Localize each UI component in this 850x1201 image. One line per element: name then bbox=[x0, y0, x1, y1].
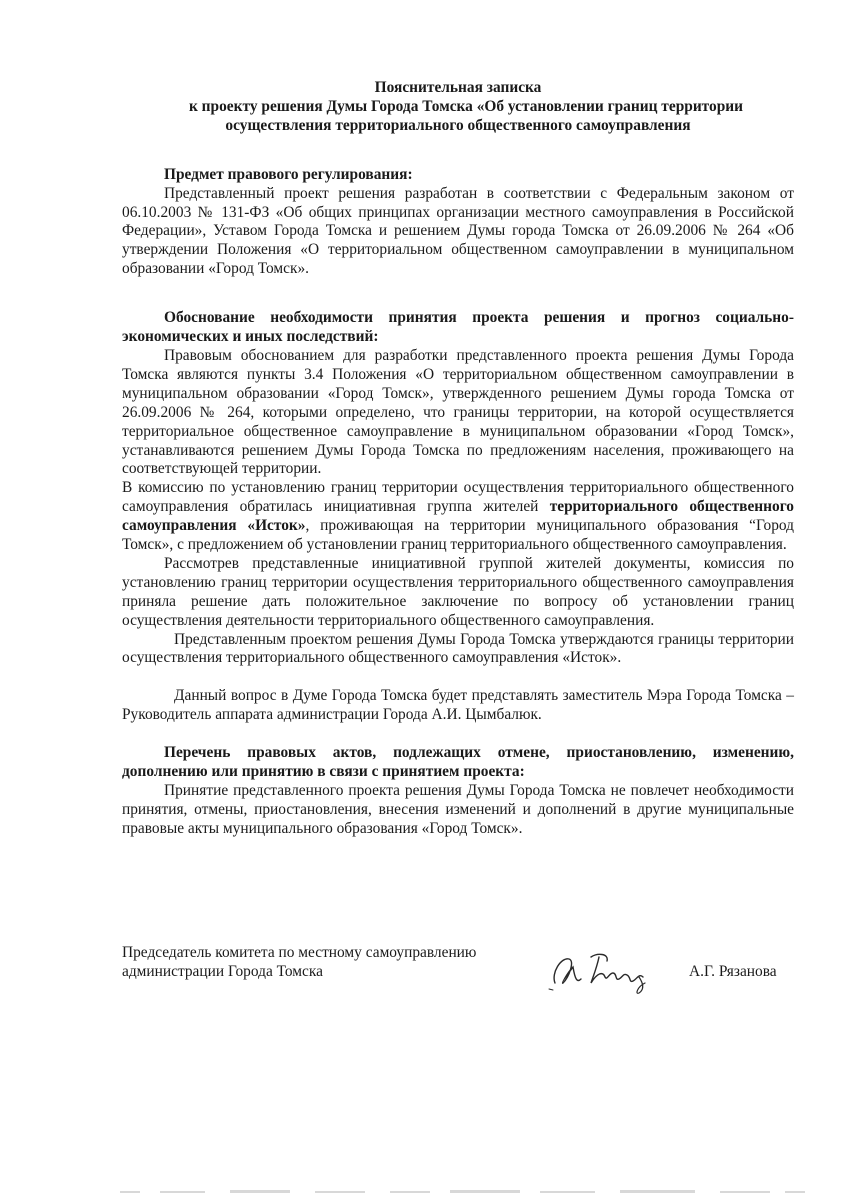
spacer bbox=[122, 279, 794, 309]
signatory-position bbox=[122, 943, 542, 981]
p2-text-before: В комиссию по установлению границ территории осуществления территориального общественного самоуправления обратилась инициативная группа жителей bbox=[122, 479, 794, 516]
paragraph-justification-2 bbox=[122, 479, 794, 555]
scan-artifact bbox=[120, 1188, 810, 1196]
section-heading-legal-acts: Перечень правовых актов, подлежащих отмене, приостановлению, изменению, дополнению или принятию в связи с принятием проекта: bbox=[122, 744, 794, 781]
signatory-position-line-2: администрации Города Томска bbox=[122, 963, 323, 980]
spacer bbox=[122, 668, 794, 687]
p2-text-bold: территориального общественного самоуправления «Исток» bbox=[122, 498, 795, 535]
section-heading-subject: Предмет правового регулирования: bbox=[164, 165, 413, 183]
p2-text-after: , проживающая на территории муниципального образования “Город Томск», с предложением об установлении границ территориального общественного самоуправления. bbox=[122, 517, 794, 554]
paragraph-subject: Представленный проект решения разработан в соответствии с Федеральным законом от 06.10.2003 № 131-ФЗ «Об общих принципах организации местного самоуправления в Российской Федерации», Уставом Города Томска и решением Думы города Томска от 26.09.2006 № 264 «Об утверждении Положения «О территориальном общественном самоуправлении в муниципальном образовании «Город Томск». bbox=[122, 184, 794, 278]
document-body bbox=[122, 79, 794, 839]
signatory-name: А.Г. Рязанова bbox=[689, 963, 777, 980]
paragraph-legal-acts: Принятие представленного проекта решения Думы Города Томска не повлечет необходимости принятия, отмены, приостановления, внесения изменений и дополнений в другие муниципальные правовые акты муниципального образования «Город Томск». bbox=[122, 782, 794, 837]
handwritten-signature bbox=[547, 943, 682, 995]
title-line-2: к проекту решения Думы Города Томска «Об установлении границ территории bbox=[188, 97, 744, 115]
title-line-1: Пояснительная записка bbox=[374, 79, 542, 96]
paragraph-justification-3: Рассмотрев представленные инициативной группой жителей документы, комиссия по установлению границ территории осуществления территориального общественного самоуправления приняла решение дать положительное заключение по вопросу об установлении границ осуществления деятельности территориального общественного самоуправления. bbox=[122, 554, 794, 629]
spacer bbox=[122, 725, 794, 744]
signatory-position-line-1: Председатель комитета по местному самоуправлению bbox=[122, 944, 477, 961]
section-heading-justification: Обоснование необходимости принятия проекта решения и прогноз социально-экономических и иных последствий: bbox=[122, 309, 794, 346]
spacer bbox=[122, 136, 794, 166]
title-line-3: осуществления территориального общественного самоуправления bbox=[225, 116, 691, 134]
paragraph-presenter: Данный вопрос в Думе Города Томска будет представлять заместитель Мэра Города Томска – Руководитель аппарата администрации Города А.И. Цымбалюк. bbox=[122, 687, 794, 724]
document-title bbox=[122, 79, 794, 136]
paragraph-justification-4: Представленным проектом решения Думы Города Томска утверждаются границы территории осуществления территориального общественного самоуправления «Исток». bbox=[122, 630, 794, 667]
paragraph-justification-1: Правовым обоснованием для разработки представленного проекта решения Думы Города Томска являются пункты 3.4 Положения «О территориальном общественном самоуправлении в муниципальном образовании «Город Томск», утвержденного решением Думы города Томска от 26.09.2006 № 264, которыми определено, что границы территории, на которой осуществляется территориальное общественное самоуправление в муниципальном образовании «Город Томск», устанавливаются решением Думы Города Томска по предложениям населения, проживающего на соответствующей территории. bbox=[122, 346, 794, 478]
